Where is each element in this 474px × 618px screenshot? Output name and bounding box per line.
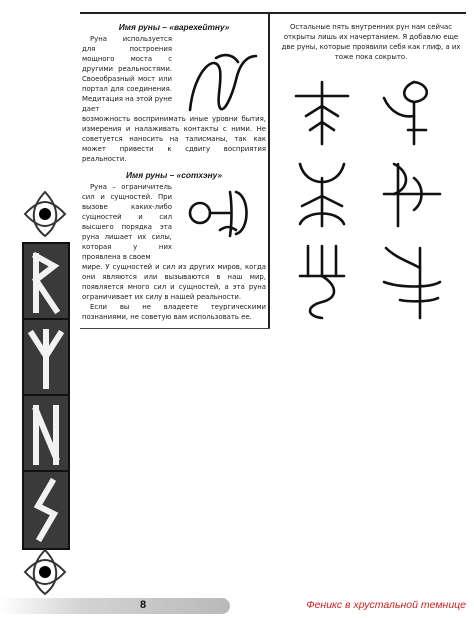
rune2-description-top: Руна – ограничитель сил и сущностей. При вызове каких-либо сущностей и сил высшего порядка эта руна лишает их силы, которая у них проявлена в своем [82,183,172,261]
rune2-title: Имя руны – «сотхэну» [126,170,222,180]
rune-sotkhenu-glyph [186,186,262,240]
rune1-title: Имя руны – «варехейтну» [118,22,230,32]
rune-tile-raido [22,242,70,322]
glyph-1 [292,78,352,148]
right-column-intro: Остальные пять внутренних рун нам сейчас открыты лишь их начертанием. Я добавлю еще две руны, которые проявили себя как глиф, а их тоже пока сокрыто. [281,23,461,61]
glyph-4 [380,158,444,230]
column-divider [268,14,270,328]
glyph-5 [292,242,352,322]
rune-tile-algiz [22,318,70,398]
running-footer-title: Феникс в хрустальной темнице [306,599,466,611]
celtic-knot-bottom [22,548,68,596]
rune-tile-nauthiz [22,394,70,474]
rune-varekheitnu-glyph [186,50,260,114]
top-rule [80,12,466,14]
rune-tile-sowilo [22,470,70,550]
page-number: 8 [139,599,147,611]
glyph-2 [380,78,444,148]
rune2-warning: Если вы не владеете теургическими познаниями, не советую вам использовать ее. [82,303,266,321]
rune1-description-bottom: возможность воспринимать иные уровни бытия, измерения и налаживать контакты с ними. Не советуется наносить на талисманы, так как может привести к сдвигу восприятия реальности. [82,115,266,163]
celtic-knot-top [22,190,68,238]
rune2-description-bottom: мире. У сущностей и сил из других миров, когда они являются или вызываются в наш мир, появляется много сил и сущностей, а эта руна ограничивает их силу в нашей реальности. [82,263,266,301]
text-bottom-rule [80,328,270,329]
rune1-description-top: Руна используется для построения мощного моста с другими реальностями. Своеобразный мост или портал для соединения. Медитация на этой руне дает [82,35,172,113]
glyph-6 [380,242,444,322]
footer-bar [0,598,230,614]
glyph-3 [292,158,352,230]
